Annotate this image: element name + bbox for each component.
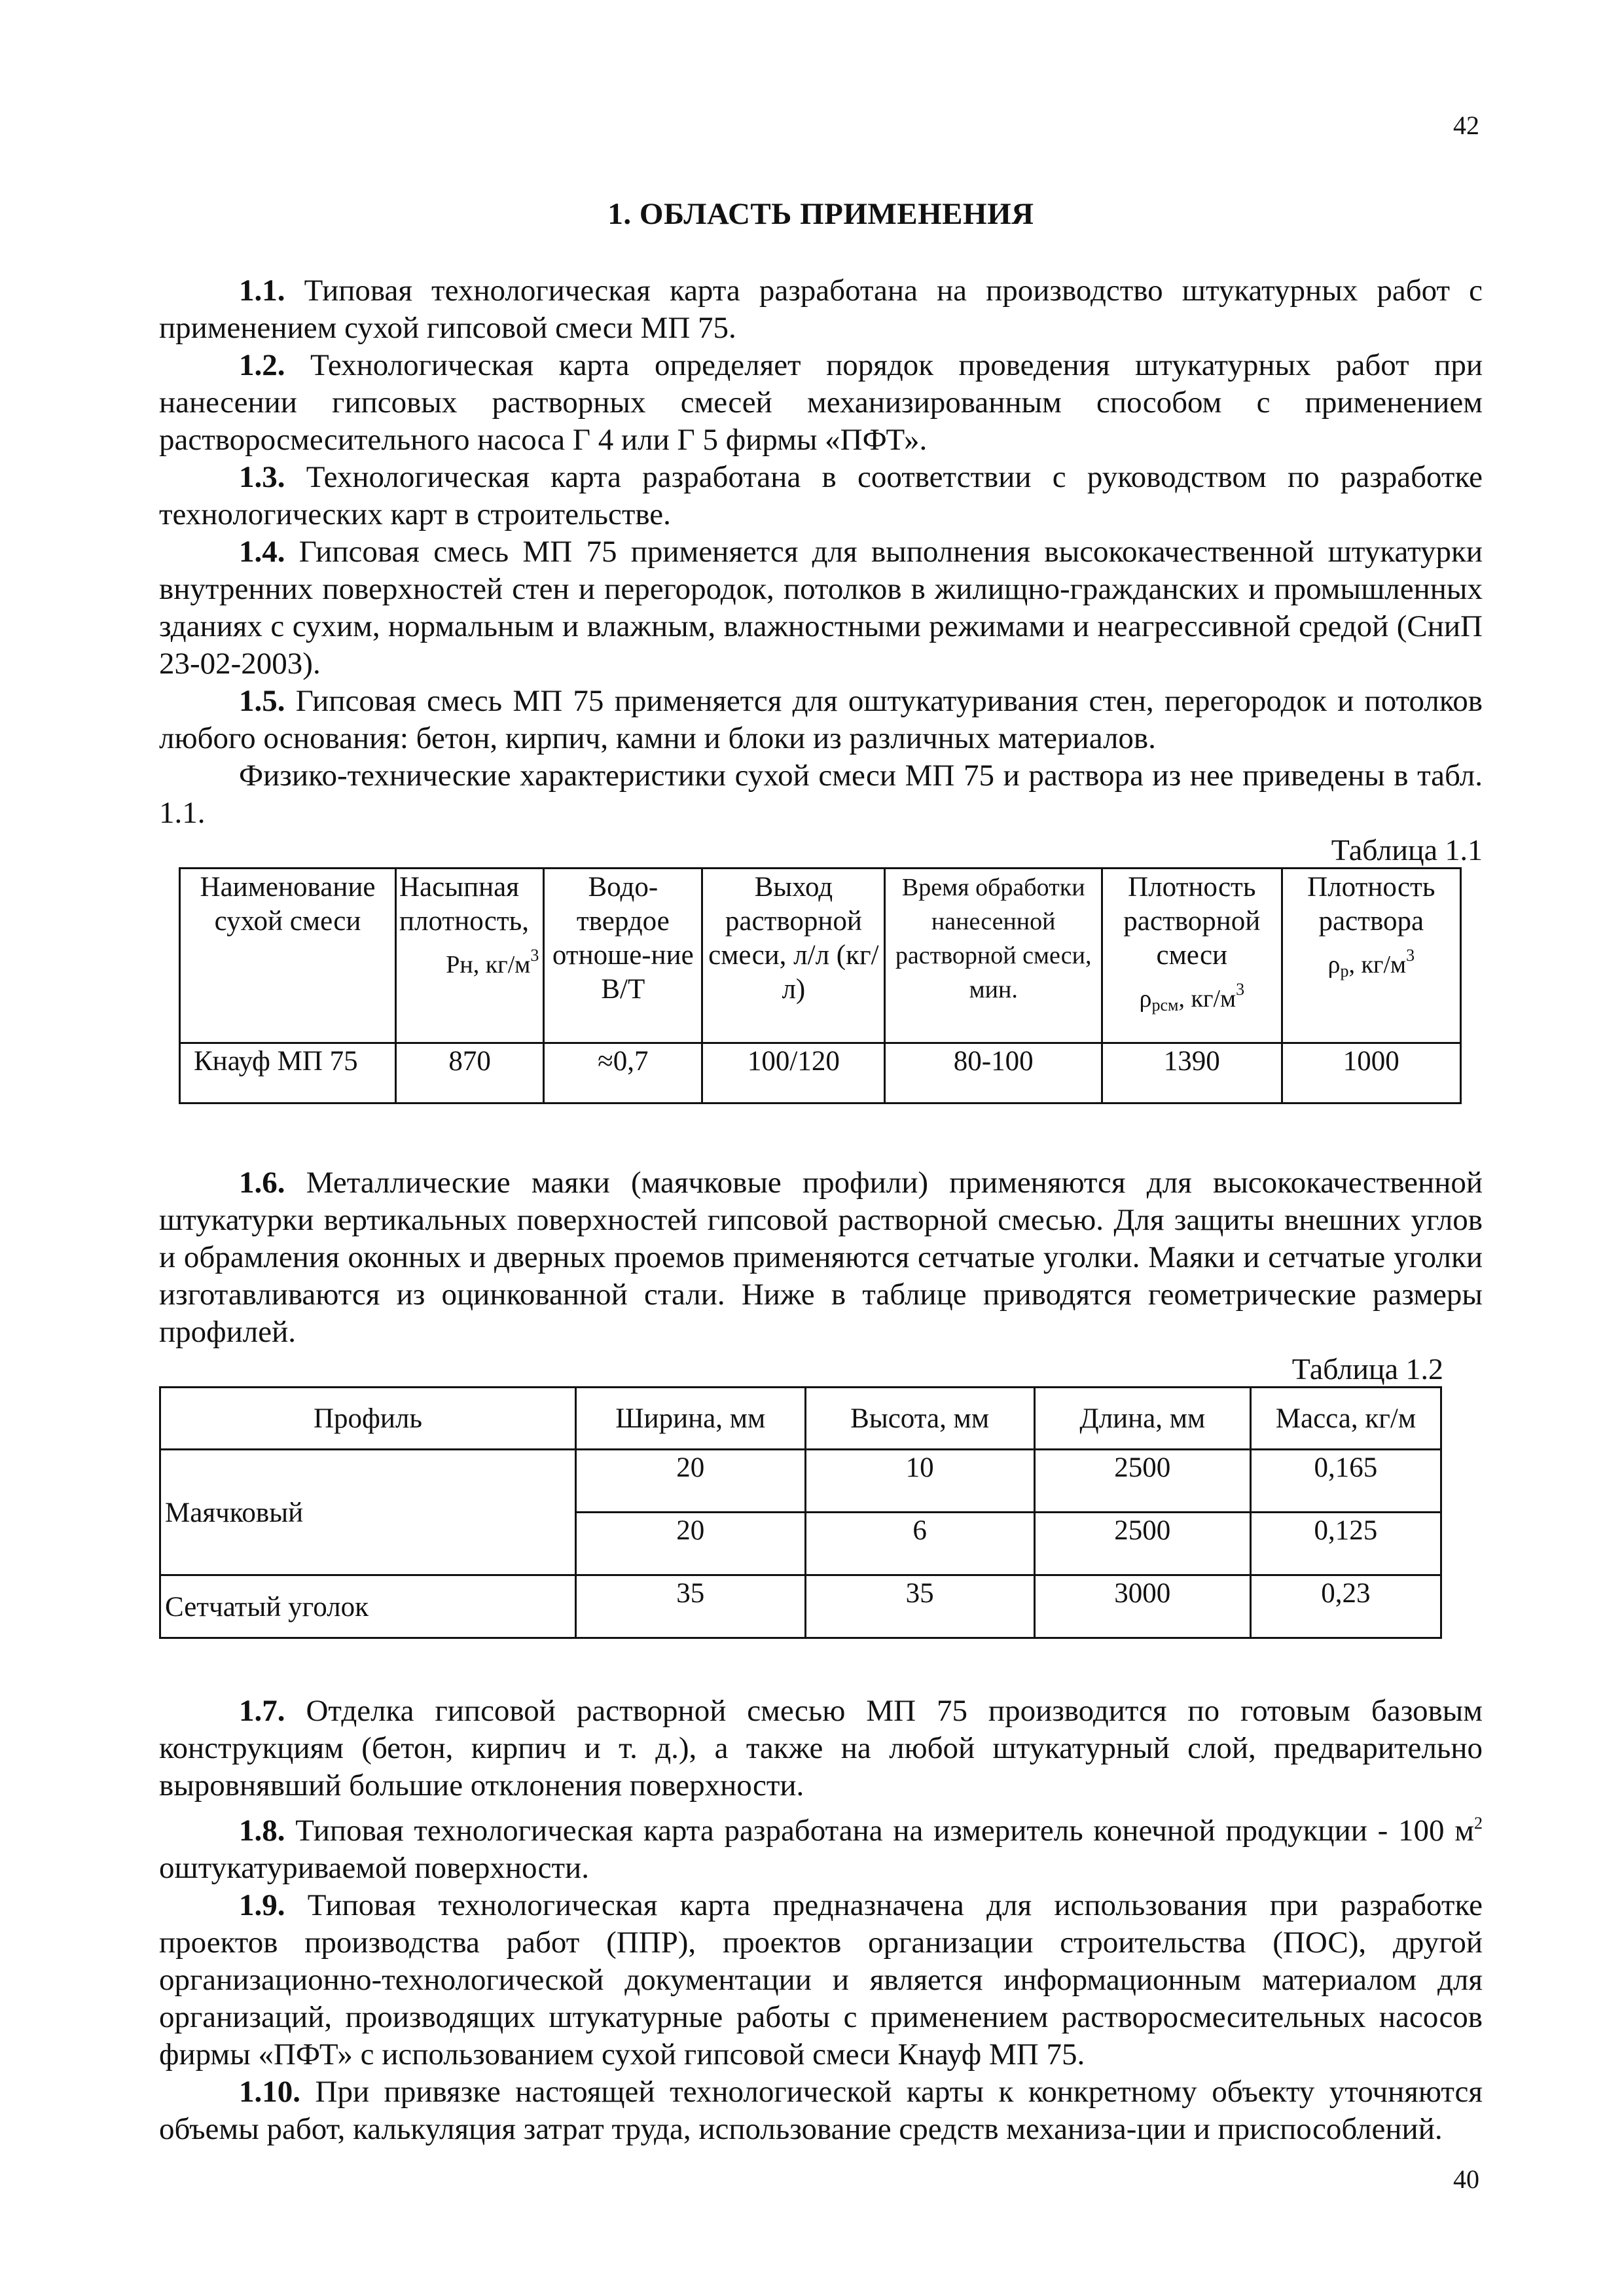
header-bulk-density-label: Насыпная плотность, — [399, 872, 530, 937]
superscript: 2 — [1474, 1814, 1483, 1833]
header-bulk-density-sym: Рн, кг/м — [446, 951, 531, 978]
header-mortar-density-unit — [1327, 946, 1415, 980]
header-yield: Выход растворной смеси, л/л (кг/л) — [702, 869, 885, 1043]
paragraph-text: Технологическая карта разработана в соответствии с руководством по разработке технологических карт в строительстве. — [159, 460, 1483, 531]
paragraph-text: Отделка гипсовой растворной смесью МП 75 производится по готовым базовым конструкциям (бетон, кирпич и т. д.), а также на любой штукатурный слой, предварительно выровнявший большие отклонения поверхности. — [159, 1694, 1483, 1803]
table-1-1 — [179, 867, 1462, 1104]
paragraph-1-2 — [159, 347, 1483, 459]
section-heading: 1. ОБЛАСТЬ ПРИМЕНЕНИЯ — [607, 197, 1034, 231]
document-body — [159, 196, 1483, 2148]
cell-width: 20 — [575, 1450, 805, 1513]
paragraph-phys: Физико-технические характеристики сухой смеси МП 75 и раствора из нее приведены в табл. 1.1. — [159, 759, 1483, 830]
paragraph-number: 1.2. — [239, 348, 285, 382]
cell-mix-density: 1390 — [1102, 1043, 1282, 1103]
header-water-ratio: Водо-твердое отноше-ние В/Т — [544, 869, 702, 1043]
cell-yield: 100/120 — [702, 1043, 885, 1103]
paragraph-1-8 — [159, 1804, 1483, 1887]
cell-width: 20 — [575, 1513, 805, 1575]
paragraph-text: Гипсовая смесь МП 75 применяется для оштукатуривания стен, перегородок и потолков любого основания: бетон, кирпич, камни и блоки из различных материалов. — [159, 684, 1483, 755]
cell-length: 3000 — [1034, 1575, 1250, 1638]
cell-mortar-density: 1000 — [1282, 1043, 1460, 1103]
table-1-1-caption: Таблица 1.1 — [1331, 833, 1483, 867]
page-number-top: 42 — [1453, 111, 1479, 140]
paragraph-number: 1.3. — [239, 460, 285, 494]
paragraph-number: 1.6. — [239, 1166, 285, 1200]
table-row — [160, 1450, 1441, 1513]
cell-length: 2500 — [1034, 1513, 1250, 1575]
paragraph-number: 1.1. — [239, 274, 285, 308]
paragraph-text: Гипсовая смесь МП 75 применяется для выполнения высококачественной штукатурки внутренних поверхностей стен и перегородок, потолков в жилищно-гражданских и промышленных зданиях с сухим, нормальным и влажным, влажностными режимами и неагрессивной средой (СниП 23-02-2003). — [159, 535, 1483, 681]
header-bulk-density-sup: 3 — [530, 946, 539, 965]
header-mix-density-sup: 3 — [1236, 980, 1245, 999]
header-mix-density — [1102, 869, 1282, 1043]
cell-height: 10 — [805, 1450, 1034, 1513]
header-mix-density-label: Плотность растворной смеси — [1123, 872, 1261, 971]
header-work-time: Время обработки нанесенной растворной смеси, мин. — [885, 869, 1102, 1043]
header-mortar-density-unit-text: , кг/м — [1348, 951, 1407, 978]
cell-name: Кнауф МП 75 — [180, 1043, 396, 1103]
header-width: Ширина, мм — [575, 1388, 805, 1450]
paragraph-number: 1.10. — [239, 2075, 300, 2109]
paragraph-1-3 — [159, 459, 1483, 533]
paragraph-text: При привязке настоящей технологической карты к конкретному объекту уточняются объемы работ, калькуляция затрат труда, использование средств механиза-ции и приспособлений. — [159, 2075, 1483, 2146]
table-row — [180, 1043, 1461, 1103]
header-mortar-density — [1282, 869, 1460, 1043]
cell-mass: 0,125 — [1250, 1513, 1441, 1575]
header-mass: Масса, кг/м — [1250, 1388, 1441, 1450]
header-name: Наименование сухой смеси — [180, 869, 396, 1043]
table-row — [160, 1575, 1441, 1638]
header-bulk-density — [396, 869, 544, 1043]
table-1-2 — [159, 1386, 1442, 1639]
paragraph-text: Типовая технологическая карта разработана на производство штукатурных работ с применением сухой гипсовой смеси МП 75. — [159, 274, 1483, 345]
paragraph-text: Типовая технологическая карта предназначена для использования при разработке проектов производства работ (ППР), проектов организации строительства (ПОС), другой организационно-технологической документации и является информационным материалом для организаций, производящих штукатурные работы с применением растворосмесительных насосов фирмы «ПФТ» с использованием сухой гипсовой смеси Кнауф МП 75. — [159, 1888, 1483, 2072]
paragraph-number: 1.4. — [239, 535, 285, 569]
page-number-bottom: 40 — [1453, 2164, 1479, 2194]
paragraph-1-1 — [159, 272, 1483, 347]
cell-height: 6 — [805, 1513, 1034, 1575]
cell-bulk-density: 870 — [396, 1043, 544, 1103]
header-mix-density-unit-text: , кг/м — [1178, 985, 1236, 1013]
header-mortar-density-sym: ρ — [1327, 951, 1341, 978]
cell-mass: 0,23 — [1250, 1575, 1441, 1638]
cell-length: 2500 — [1034, 1450, 1250, 1513]
cell-height: 35 — [805, 1575, 1034, 1638]
paragraph-1-6 — [159, 1164, 1483, 1351]
paragraph-1-5 — [159, 683, 1483, 757]
cell-work-time: 80-100 — [885, 1043, 1102, 1103]
paragraph-text: оштукатуриваемой поверхности. — [159, 1851, 589, 1885]
cell-profile: Сетчатый уголок — [160, 1575, 576, 1638]
header-mortar-density-label: Плотность раствора — [1307, 872, 1435, 937]
cell-mass: 0,165 — [1250, 1450, 1441, 1513]
header-mix-density-sym: ρ — [1139, 985, 1152, 1013]
header-mortar-density-sub: р — [1340, 961, 1349, 980]
paragraph-number: 1.8. — [239, 1814, 285, 1848]
paragraph-number: 1.7. — [239, 1694, 285, 1728]
paragraph-text: Типовая технологическая карта разработана на измеритель конечной продукции - 100 м — [285, 1814, 1474, 1848]
cell-profile-group: Маячковый — [160, 1450, 576, 1575]
table-header-row — [160, 1388, 1441, 1450]
cell-water-ratio: ≈0,7 — [544, 1043, 702, 1103]
paragraph-1-9 — [159, 1887, 1483, 2073]
paragraph-1-4 — [159, 533, 1483, 683]
paragraph-1-10 — [159, 2073, 1483, 2148]
header-height: Высота, мм — [805, 1388, 1034, 1450]
header-mix-density-unit — [1139, 980, 1245, 1014]
paragraph-1-7 — [159, 1693, 1483, 1804]
header-bulk-density-unit — [399, 939, 539, 982]
header-mortar-density-sup: 3 — [1406, 946, 1415, 965]
cell-width: 35 — [575, 1575, 805, 1638]
paragraph-text: Металлические маяки (маячковые профили) применяются для высококачественной штукатурки вертикальных поверхностей гипсовой растворной смесью. Для защиты внешних углов и обрамления оконных и дверных проемов применяются сетчатые уголки. Маяки и сетчатые уголки изготавливаются из оцинкованной стали. Ниже в таблице приводятся геометрические размеры профилей. — [159, 1166, 1483, 1349]
header-length: Длина, мм — [1034, 1388, 1250, 1450]
paragraph-number: 1.9. — [239, 1888, 285, 1922]
table-1-2-caption: Таблица 1.2 — [1291, 1352, 1443, 1386]
header-profile: Профиль — [160, 1388, 576, 1450]
paragraph-text: Технологическая карта определяет порядок проведения штукатурных работ при нанесении гипсовых растворных смесей механизированным способом с применением растворосмесительного насоса Г 4 или Г 5 фирмы «ПФТ». — [159, 348, 1483, 457]
table-header-row — [180, 869, 1461, 1043]
paragraph-number: 1.5. — [239, 684, 285, 718]
header-mix-density-sub: рсм — [1151, 996, 1179, 1014]
